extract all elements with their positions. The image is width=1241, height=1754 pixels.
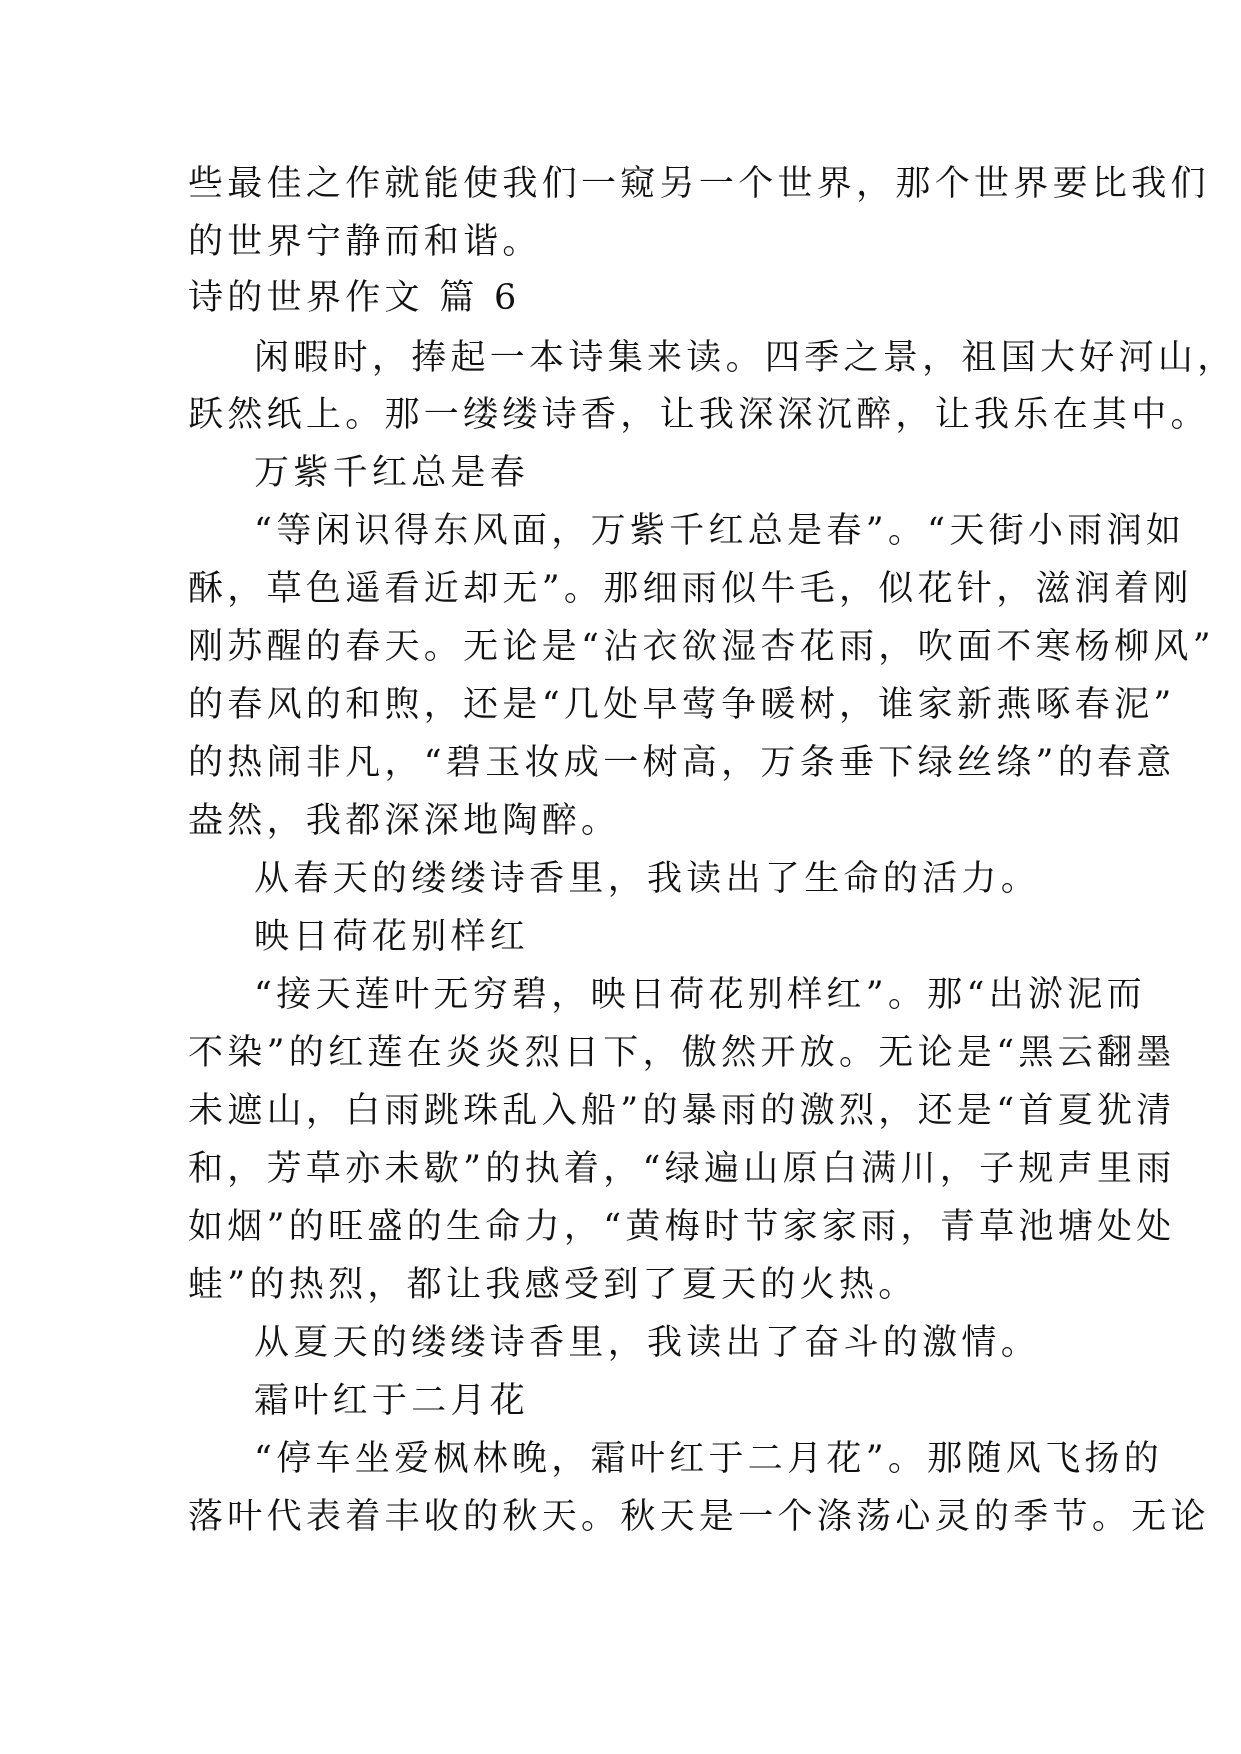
- text-line: 从春天的缕缕诗香里，我读出了生命的活力。: [254, 859, 1041, 899]
- text-line: 盎然，我都深深地陶醉。: [188, 801, 621, 841]
- text-line: “停车坐爱枫林晚，霜叶红于二月花”。那随风飞扬的: [254, 1439, 1163, 1479]
- text-line: 闲暇时，捧起一本诗集来读。四季之景，祖国大好河山，: [254, 338, 1237, 378]
- subheading: 映日荷花别样红: [254, 917, 530, 957]
- text-line: 跃然纸上。那一缕缕诗香，让我深深沉醉，让我乐在其中。: [188, 395, 1210, 435]
- text-line: 如烟”的旺盛的生命力，“黄梅时节家家雨，青草池塘处处: [188, 1207, 1176, 1247]
- subheading: 霜叶红于二月花: [254, 1381, 530, 1421]
- text-line: 些最佳之作就能使我们一窥另一个世界，那个世界要比我们: [188, 164, 1210, 204]
- text-line: 刚苏醒的春天。无论是“沾衣欲湿杏花雨，吹面不寒杨柳风”: [188, 627, 1215, 667]
- text-line: 和，芳草亦未歇”的执着，“绿遍山原白满川，子规声里雨: [188, 1149, 1176, 1189]
- text-line: “接天莲叶无穷碧，映日荷花别样红”。那“出淤泥而: [254, 975, 1146, 1015]
- section-heading: 诗的世界作文 篇 6: [188, 278, 521, 318]
- text-line: 的热闹非凡，“碧玉妆成一树高，万条垂下绿丝绦”的春意: [188, 743, 1176, 783]
- text-line: 的春风的和煦，还是“几处早莺争暖树，谁家新燕啄春泥”: [188, 685, 1176, 725]
- text-line: 不染”的红莲在炎炎烈日下，傲然开放。无论是“黑云翻墨: [188, 1033, 1176, 1073]
- text-line: 落叶代表着丰收的秋天。秋天是一个涤荡心灵的季节。无论: [188, 1497, 1210, 1537]
- subheading: 万紫千红总是春: [254, 453, 530, 493]
- text-line: 酥，草色遥看近却无”。那细雨似牛毛，似花针，滋润着刚: [188, 569, 1193, 609]
- text-line: 从夏天的缕缕诗香里，我读出了奋斗的激情。: [254, 1323, 1041, 1363]
- text-line: 未遮山，白雨跳珠乱入船”的暴雨的激烈，还是“首夏犹清: [188, 1091, 1176, 1131]
- text-line: 的世界宁静而和谐。: [188, 222, 542, 262]
- text-line: “等闲识得东风面，万紫千红总是春”。“天街小雨润如: [254, 511, 1186, 551]
- text-line: 蛙”的热烈，都让我感受到了夏天的火热。: [188, 1265, 918, 1305]
